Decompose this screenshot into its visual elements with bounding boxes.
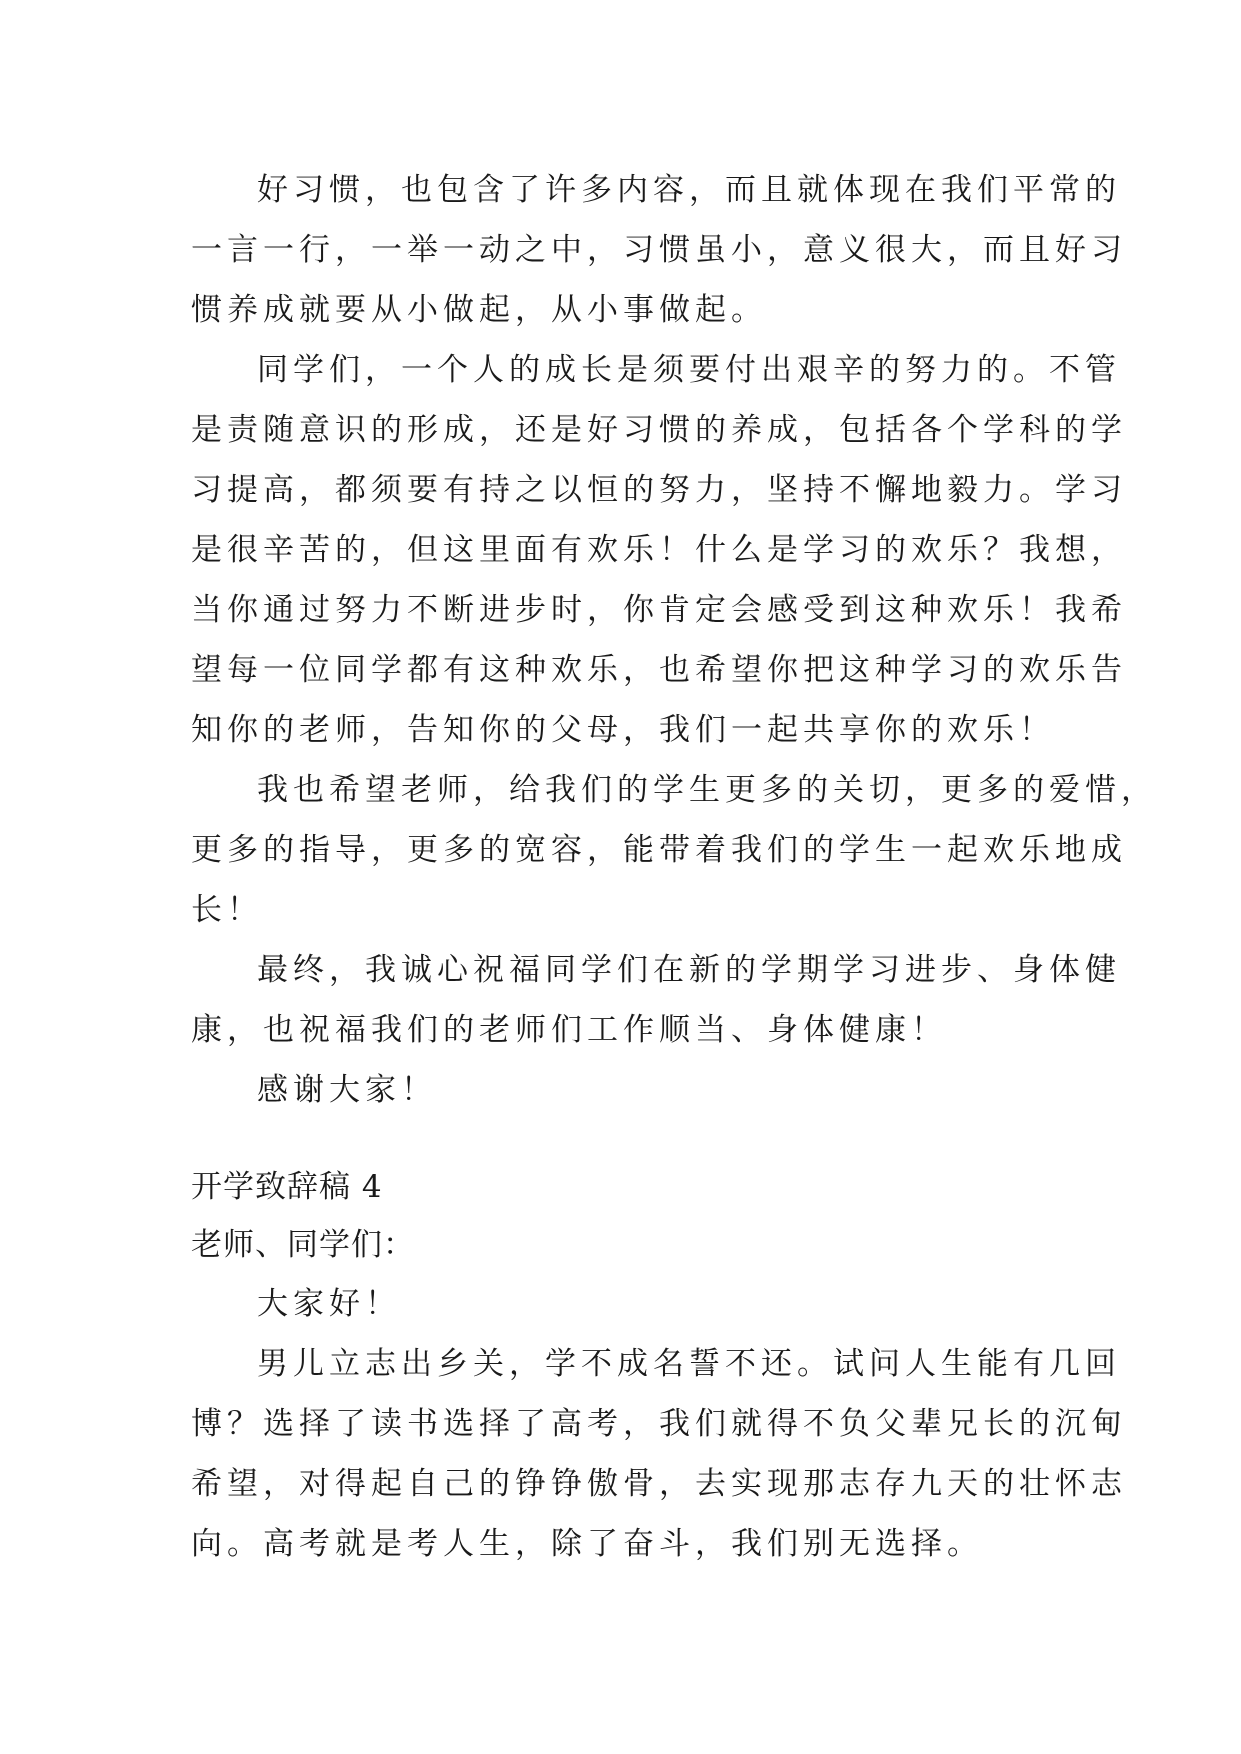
text-line: 是责随意识的形成，还是好习惯的养成，包括各个学科的学 — [191, 412, 1127, 448]
text-line: 当你通过努力不断进步时，你肯定会感受到这种欢乐！我希 — [191, 592, 1127, 628]
salutation: 老师、同学们： — [191, 1227, 415, 1263]
text-line: 知你的老师，告知你的父母，我们一起共享你的欢乐！ — [191, 712, 1055, 748]
text-line: 长！ — [191, 892, 263, 928]
text-line: 一言一行，一举一动之中，习惯虽小，意义很大，而且好习 — [191, 232, 1127, 268]
document-body — [191, 160, 1157, 1574]
text-line: 男儿立志出乡关，学不成名誓不还。试问人生能有几回 — [257, 1346, 1121, 1382]
text-line: 博？选择了读书选择了高考，我们就得不负父辈兄长的沉甸 — [191, 1406, 1127, 1442]
text-line: 望每一位同学都有这种欢乐，也希望你把这种学习的欢乐告 — [191, 652, 1127, 688]
text-line: 向。高考就是考人生，除了奋斗，我们别无选择。 — [191, 1526, 983, 1562]
text-line: 感谢大家！ — [257, 1072, 437, 1108]
text-line: 同学们，一个人的成长是须要付出艰辛的努力的。不管 — [257, 352, 1121, 388]
text-line: 好习惯，也包含了许多内容，而且就体现在我们平常的 — [257, 172, 1121, 208]
text-line: 大家好！ — [257, 1286, 401, 1322]
paragraph-blessing — [191, 940, 1121, 1060]
text-line: 最终，我诚心祝福同学们在新的学期学习进步、身体健 — [257, 952, 1121, 988]
paragraph-good-habits — [191, 160, 1127, 340]
text-line: 惯养成就要从小做起，从小事做起。 — [191, 292, 767, 328]
text-line: 习提高，都须要有持之以恒的努力，坚持不懈地毅力。学习 — [191, 472, 1127, 508]
paragraph-effort — [191, 340, 1127, 760]
paragraph-thanks — [191, 1060, 1061, 1120]
paragraph-teachers — [191, 760, 1157, 940]
section-gap — [191, 1120, 1061, 1158]
text-line: 是很辛苦的，但这里面有欢乐！什么是学习的欢乐？我想， — [191, 532, 1127, 568]
paragraph-ambition — [191, 1334, 1127, 1574]
text-line: 康，也祝福我们的老师们工作顺当、身体健康！ — [191, 1012, 947, 1048]
text-line: 更多的指导，更多的宽容，能带着我们的学生一起欢乐地成 — [191, 832, 1127, 868]
text-line: 我也希望老师，给我们的学生更多的关切，更多的爱惜， — [257, 772, 1157, 808]
paragraph-greeting — [191, 1274, 1061, 1334]
text-line: 希望，对得起自己的铮铮傲骨，去实现那志存九天的壮怀志 — [191, 1466, 1127, 1502]
section-title: 开学致辞稿 4 — [191, 1169, 383, 1205]
